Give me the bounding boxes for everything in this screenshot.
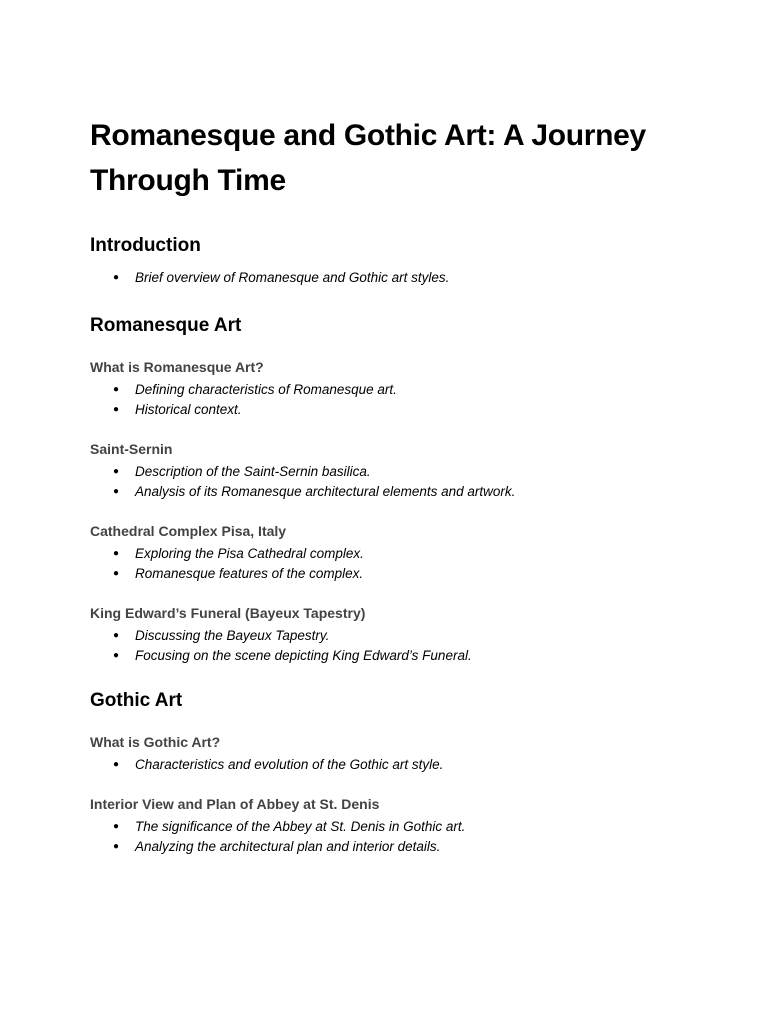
bullet-icon: ● — [113, 759, 120, 770]
king-edwards-funeral-list — [90, 626, 678, 666]
bullet-icon: ● — [113, 486, 120, 497]
document-title: Romanesque and Gothic Art: A Journey Through Time — [90, 119, 646, 197]
section-heading-introduction: Introduction — [90, 235, 201, 256]
subheading-what-is-romanesque: What is Romanesque Art? — [90, 359, 264, 375]
list-item: ● Discussing the Bayeux Tapestry. — [90, 626, 678, 646]
list-item: ● Defining characteristics of Romanesque art. — [90, 380, 678, 400]
subheading-cathedral-complex-pisa: Cathedral Complex Pisa, Italy — [90, 523, 287, 539]
what-is-romanesque-list — [90, 380, 678, 420]
list-item: ● Characteristics and evolution of the Gothic art style. — [90, 755, 678, 775]
list-item: ● Historical context. — [90, 400, 678, 420]
list-item: ● Analyzing the architectural plan and interior details. — [90, 837, 678, 857]
subheading-king-edwards-funeral: King Edward’s Funeral (Bayeux Tapestry) — [90, 605, 366, 621]
list-item: ● Brief overview of Romanesque and Gothic art styles. — [90, 268, 678, 288]
bullet-icon: ● — [113, 466, 120, 477]
list-item: ● Analysis of its Romanesque architectural elements and artwork. — [90, 482, 678, 502]
bullet-icon: ● — [113, 384, 120, 395]
section-heading-romanesque: Romanesque Art — [90, 315, 242, 336]
bullet-icon: ● — [113, 630, 120, 641]
list-item: ● Exploring the Pisa Cathedral complex. — [90, 544, 678, 564]
subheading-saint-sernin: Saint-Sernin — [90, 441, 173, 457]
bullet-icon: ● — [113, 568, 120, 579]
subheading-what-is-gothic: What is Gothic Art? — [90, 734, 221, 750]
saint-sernin-list — [90, 462, 678, 502]
introduction-list — [90, 268, 678, 288]
list-item: ● Focusing on the scene depicting King Edward’s Funeral. — [90, 646, 678, 666]
bullet-icon: ● — [113, 272, 120, 283]
cathedral-complex-pisa-list — [90, 544, 678, 584]
list-item: ● Description of the Saint-Sernin basilica. — [90, 462, 678, 482]
bullet-icon: ● — [113, 841, 120, 852]
list-item: ● The significance of the Abbey at St. Denis in Gothic art. — [90, 817, 678, 837]
what-is-gothic-list — [90, 755, 678, 775]
bullet-icon: ● — [113, 548, 120, 559]
list-item: ● Romanesque features of the complex. — [90, 564, 678, 584]
bullet-icon: ● — [113, 650, 120, 661]
subheading-abbey-st-denis: Interior View and Plan of Abbey at St. Denis — [90, 796, 380, 812]
section-heading-gothic: Gothic Art — [90, 690, 183, 711]
abbey-st-denis-list — [90, 817, 678, 857]
bullet-icon: ● — [113, 404, 120, 415]
bullet-icon: ● — [113, 821, 120, 832]
